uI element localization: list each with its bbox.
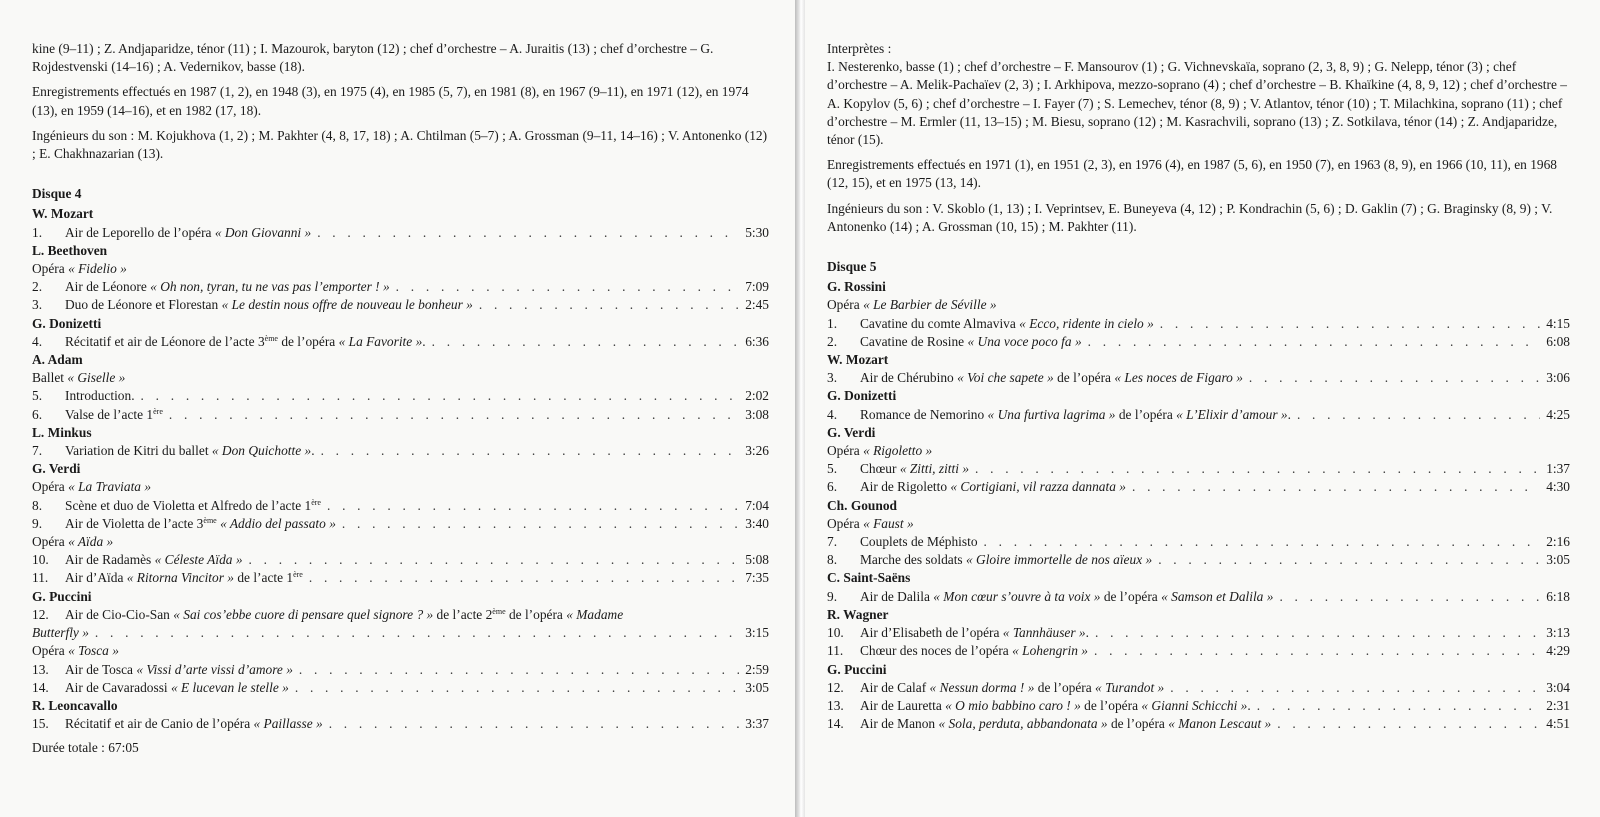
disc-title: Disque 4 xyxy=(32,186,82,202)
track-duration: 6:36 xyxy=(745,333,769,349)
composer-heading: G. Donizetti xyxy=(827,388,897,404)
track-duration: 2:31 xyxy=(1546,697,1570,713)
dot-leader xyxy=(984,533,1541,551)
dot-leader xyxy=(1094,642,1540,660)
composer-heading: R. Leoncavallo xyxy=(32,697,118,713)
dot-leader xyxy=(975,460,1540,478)
track-number: 10. xyxy=(827,625,844,641)
track-title: Récitatif et air de Canio de l’opéra « Paillasse » xyxy=(65,716,323,732)
track-row xyxy=(827,551,1570,569)
track-number: 9. xyxy=(827,588,838,604)
track-number: 14. xyxy=(827,716,844,732)
track-number: 5. xyxy=(827,461,838,477)
track-title: Air de Calaf « Nessun dorma ! » de l’opéra « Turandot » xyxy=(860,679,1165,695)
track-duration: 3:15 xyxy=(745,625,769,641)
track-number: 1. xyxy=(32,224,43,240)
dot-leader xyxy=(1160,315,1540,333)
track-row xyxy=(32,333,769,351)
dot-leader xyxy=(1249,369,1540,387)
composer-heading: G. Verdi xyxy=(32,461,81,477)
track-duration: 7:09 xyxy=(745,279,769,295)
composer-heading: G. Rossini xyxy=(827,279,886,295)
work-title: Opéra « Faust » xyxy=(827,515,914,531)
composer-heading: G. Donizetti xyxy=(32,315,102,331)
track-row xyxy=(32,551,769,569)
track-title: Couplets de Méphisto xyxy=(860,534,978,550)
track-title: Air de Chérubino « Voi che sapete » de l’opéra « Les noces de Figaro » xyxy=(860,370,1243,386)
track-duration: 3:40 xyxy=(745,515,769,531)
engineers-paragraph: Ingénieurs du son : M. Kojukhova (1, 2) ; M. Pakhter (4, 8, 17, 18) ; A. Chtilman (5–7) ; A. Grossman (9–11, 14–16) ; V. Antonenko (12) ; E. Chakhnazarian (13). xyxy=(32,127,768,162)
track-title: Air de Violetta de l’acte 3ème « Addio del passato » xyxy=(65,515,336,531)
dot-leader xyxy=(1277,715,1540,733)
track-number: 3. xyxy=(32,297,43,313)
track-title: Air de Manon « Sola, perduta, abbandonata » de l’opéra « Manon Lescaut » xyxy=(860,716,1272,732)
work-title: Opéra « Fidelio » xyxy=(32,261,127,277)
track-row xyxy=(32,224,769,242)
track-number: 5. xyxy=(32,388,43,404)
dot-leader xyxy=(1279,588,1540,606)
track-number: 13. xyxy=(32,661,49,677)
dot-leader xyxy=(329,715,739,733)
track-number: 12. xyxy=(827,679,844,695)
dot-leader xyxy=(169,406,739,424)
track-title: Air d’Elisabeth de l’opéra « Tannhäuser ». xyxy=(860,625,1089,641)
track-row xyxy=(827,588,1570,606)
book-gutter xyxy=(795,0,805,817)
track-title: Air de Léonore « Oh non, tyran, tu ne vas pas l’emporter ! » xyxy=(65,279,390,295)
dot-leader xyxy=(1088,333,1541,351)
track-row xyxy=(32,296,769,314)
track-row xyxy=(827,460,1570,478)
track-duration: 6:08 xyxy=(1546,333,1570,349)
track-duration: 3:26 xyxy=(745,443,769,459)
track-title: Récitatif et air de Léonore de l’acte 3ème de l’opéra « La Favorite ». xyxy=(65,333,426,349)
track-title: Duo de Léonore et Florestan « Le destin nous offre de nouveau le bonheur » xyxy=(65,297,473,313)
track-row xyxy=(32,515,769,533)
composer-heading: G. Verdi xyxy=(827,424,876,440)
track-number: 2. xyxy=(827,333,838,349)
track-row xyxy=(32,387,769,405)
track-duration: 1:37 xyxy=(1546,461,1570,477)
track-duration: 2:02 xyxy=(745,388,769,404)
recordings-paragraph: Enregistrements effectués en 1971 (1), en 1951 (2, 3), en 1976 (4), en 1987 (5, 6), en 1950 (7), en 1963 (8, 9), en 1966 (10, 11), en 1968 (12, 15), et en 1975 (13, 14). xyxy=(827,157,1557,191)
dot-leader xyxy=(1132,478,1540,496)
track-title: Air de Dalila « Mon cœur s’ouvre à ta voix » de l’opéra « Samson et Dalila » xyxy=(860,588,1274,604)
track-duration: 4:29 xyxy=(1546,643,1570,659)
dot-leader xyxy=(1297,406,1540,424)
track-row xyxy=(827,315,1570,333)
performers-label: Interprètes : xyxy=(827,41,892,56)
track-duration: 3:08 xyxy=(745,406,769,422)
track-row xyxy=(32,606,769,642)
composer-heading: W. Mozart xyxy=(827,352,889,368)
composer-heading: G. Puccini xyxy=(32,588,92,604)
dot-leader xyxy=(299,661,739,679)
track-title: Cavatine de Rosine « Una voce poco fa » xyxy=(860,333,1082,349)
track-row xyxy=(32,406,769,424)
track-title: Air de Radamès « Céleste Aïda » xyxy=(65,552,243,568)
engineers-paragraph: Ingénieurs du son : V. Skoblo (1, 13) ; I. Veprintsev, E. Buneyeva (4, 12) ; P. Kondrachin (5, 6) ; D. Gaklin (7) ; G. Braginsky (8, 9) ; V. Antonenko (14) ; A. Grossman (10, 15) ; M. Pakhter (11). xyxy=(827,200,1553,234)
track-number: 7. xyxy=(32,443,43,459)
track-duration: 6:18 xyxy=(1546,588,1570,604)
dot-leader xyxy=(327,497,739,515)
track-row xyxy=(32,679,769,697)
track-duration: 3:13 xyxy=(1546,625,1570,641)
track-row xyxy=(827,697,1570,715)
right-page xyxy=(805,0,1600,817)
track-number: 8. xyxy=(827,552,838,568)
track-row xyxy=(827,533,1570,551)
track-number: 14. xyxy=(32,679,49,695)
track-duration: 5:08 xyxy=(745,552,769,568)
dot-leader xyxy=(295,679,739,697)
track-title: Variation de Kitri du ballet « Don Quichotte ». xyxy=(65,443,315,459)
work-title: Opéra « Le Barbier de Séville » xyxy=(827,297,997,313)
track-duration: 4:30 xyxy=(1546,479,1570,495)
track-title: Air de Rigoletto « Cortigiani, vil razza dannata » xyxy=(860,479,1126,495)
track-row xyxy=(827,333,1570,351)
track-row xyxy=(32,278,769,296)
track-number: 11. xyxy=(32,570,49,586)
dot-leader xyxy=(479,296,739,314)
track-number: 4. xyxy=(827,406,838,422)
total-duration: Durée totale : 67:05 xyxy=(32,740,139,756)
track-row xyxy=(827,478,1570,496)
composer-heading: Ch. Gounod xyxy=(827,497,897,513)
track-duration: 7:04 xyxy=(745,497,769,513)
composer-heading: A. Adam xyxy=(32,352,83,368)
track-row xyxy=(32,715,769,733)
dot-leader xyxy=(249,551,740,569)
track-title-continued: Butterfly » xyxy=(32,625,89,641)
track-row xyxy=(827,679,1570,697)
track-number: 3. xyxy=(827,370,838,386)
track-number: 7. xyxy=(827,534,838,550)
dot-leader xyxy=(396,278,740,296)
performers-paragraph: kine (9–11) ; Z. Andjaparidze, ténor (11) ; I. Mazourok, baryton (12) ; chef d’orchestre – A. Juraitis (13) ; chef d’orchestre – G. Rojdestvenski (14–16) ; A. Vedernikov, basse (18). xyxy=(32,41,714,75)
work-title: Opéra « Tosca » xyxy=(32,643,119,659)
track-title: Air de Cio-Cio-San « Sai cos’ebbe cuore di pensare quel signore ? » de l’acte 2ème de l’opéra « Madame xyxy=(65,606,624,622)
track-number: 6. xyxy=(827,479,838,495)
work-title: Opéra « La Traviata » xyxy=(32,479,152,495)
track-number: 13. xyxy=(827,697,844,713)
dot-leader xyxy=(1170,679,1540,697)
work-title: Ballet « Giselle » xyxy=(32,370,126,386)
track-duration: 3:05 xyxy=(745,679,769,695)
work-title: Opéra « Aïda » xyxy=(32,534,114,550)
track-title: Marche des soldats « Gloire immortelle de nos aïeux » xyxy=(860,552,1153,568)
composer-heading: G. Puccini xyxy=(827,661,887,677)
dot-leader xyxy=(1095,624,1540,642)
composer-heading: L. Beethoven xyxy=(32,242,108,258)
track-number: 15. xyxy=(32,716,49,732)
track-duration: 7:35 xyxy=(745,570,769,586)
track-duration: 2:59 xyxy=(745,661,769,677)
track-title: Scène et duo de Violetta et Alfredo de l’acte 1ère xyxy=(65,497,321,513)
track-row xyxy=(827,624,1570,642)
track-duration: 3:04 xyxy=(1546,679,1570,695)
left-page xyxy=(0,0,795,817)
track-duration: 5:30 xyxy=(745,224,769,240)
track-number: 6. xyxy=(32,406,43,422)
track-row xyxy=(827,642,1570,660)
track-row xyxy=(827,715,1570,733)
track-number: 8. xyxy=(32,497,43,513)
track-duration: 3:06 xyxy=(1546,370,1570,386)
track-title: Romance de Nemorino « Una furtiva lagrima » de l’opéra « L’Elixir d’amour ». xyxy=(860,406,1291,422)
dot-leader xyxy=(432,333,740,351)
dot-leader xyxy=(321,442,740,460)
track-title: Air de Leporello de l’opéra « Don Giovanni » xyxy=(65,224,312,240)
track-duration: 3:37 xyxy=(745,716,769,732)
track-title: Chœur « Zitti, zitti » xyxy=(860,461,970,477)
track-number: 10. xyxy=(32,552,49,568)
track-duration: 2:45 xyxy=(745,297,769,313)
dot-leader xyxy=(317,224,739,242)
track-title: Cavatine du comte Almaviva « Ecco, ridente in cielo » xyxy=(860,315,1154,331)
recordings-paragraph: Enregistrements effectués en 1987 (1, 2), en 1948 (3), en 1975 (4), en 1985 (5, 7), en 1981 (8), en 1967 (9–11), en 1971 (12), en 1974 (13), en 1959 (14–16), et en 1982 (17, 18). xyxy=(32,84,749,118)
track-row xyxy=(32,569,769,587)
track-number: 4. xyxy=(32,333,43,349)
performers-paragraph: I. Nesterenko, basse (1) ; chef d’orchestre – F. Mansourov (1) ; G. Vichnevskaïa, soprano (2, 3, 8, 9) ; G. Nelepp, ténor (3) ; chef d’orchestre – A. Melik-Pachaïev (2, 3) ; I. Arkhipova, mezzo-soprano (4) ; chef d’orchestre – B. Khaïkine (4, 8, 9, 12) ; chef d’orchestre – A. Kopylov (5, 6) ; chef d’orchestre – I. Fayer (7) ; S. Lemechev, ténor (8, 9) ; V. Atlantov, ténor (10) ; T. Milachkina, soprano (11) ; chef d’orchestre – M. Ermler (11, 13–15) ; M. Biesu, soprano (12) ; M. Kasrachvili, soprano (13) ; Z. Sotkilava, ténor (14) ; Z. Andjaparidze, ténor (15). xyxy=(827,59,1567,148)
track-duration: 4:25 xyxy=(1546,406,1570,422)
disc-title: Disque 5 xyxy=(827,259,877,275)
track-row xyxy=(827,406,1570,424)
dot-leader xyxy=(1257,697,1540,715)
dot-leader xyxy=(95,624,739,642)
track-row xyxy=(32,661,769,679)
track-title: Introduction. xyxy=(65,388,135,404)
composer-heading: C. Saint-Saëns xyxy=(827,570,911,586)
work-title: Opéra « Rigoletto » xyxy=(827,443,933,459)
composer-heading: R. Wagner xyxy=(827,606,889,622)
track-row xyxy=(32,497,769,515)
track-title: Chœur des noces de l’opéra « Lohengrin » xyxy=(860,643,1088,659)
dot-leader xyxy=(309,569,739,587)
track-duration: 3:05 xyxy=(1546,552,1570,568)
track-number: 2. xyxy=(32,279,43,295)
dot-leader xyxy=(342,515,739,533)
track-title: Air de Tosca « Vissi d’arte vissi d’amore » xyxy=(65,661,293,677)
track-duration: 2:16 xyxy=(1546,534,1570,550)
track-duration: 4:51 xyxy=(1546,716,1570,732)
track-number: 1. xyxy=(827,315,838,331)
composer-heading: L. Minkus xyxy=(32,424,92,440)
track-number: 11. xyxy=(827,643,844,659)
track-number: 12. xyxy=(32,606,49,622)
track-title: Air d’Aïda « Ritorna Vincitor » de l’acte 1ère xyxy=(65,570,303,586)
track-duration: 4:15 xyxy=(1546,315,1570,331)
track-number: 9. xyxy=(32,515,43,531)
composer-heading: W. Mozart xyxy=(32,206,94,222)
track-title: Air de Lauretta « O mio babbino caro ! » de l’opéra « Gianni Schicchi ». xyxy=(860,697,1251,713)
track-row xyxy=(827,369,1570,387)
dot-leader xyxy=(1158,551,1540,569)
dot-leader xyxy=(141,387,740,405)
track-row xyxy=(32,442,769,460)
track-title: Valse de l’acte 1ère xyxy=(65,406,163,422)
track-title: Air de Cavaradossi « E lucevan le stelle » xyxy=(65,679,289,695)
